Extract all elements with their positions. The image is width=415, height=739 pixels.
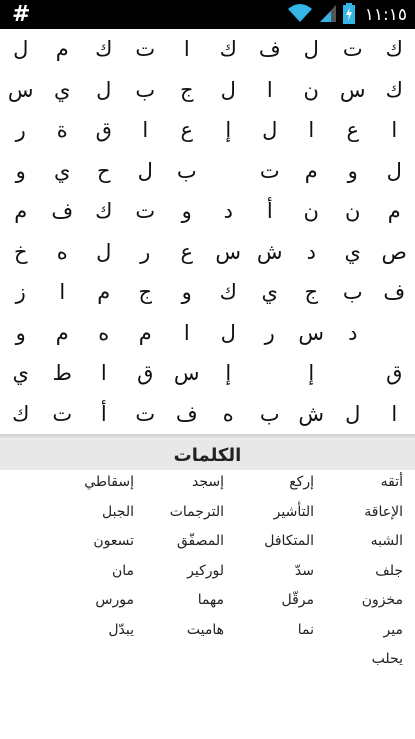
word-item: مان [111,562,134,579]
grid-cell[interactable]: ه [98,320,110,345]
word-item: مير [383,621,403,638]
word-item: التأشير [273,503,314,520]
grid-cell[interactable]: ل [220,320,236,345]
app-notification-hash: # [12,2,31,27]
grid-cell[interactable]: و [181,280,192,305]
grid-cell[interactable]: ل [137,158,153,183]
grid-cell[interactable]: ل [386,158,402,183]
grid-row [0,110,415,151]
word-item: أتقه [380,474,403,490]
word-item: إركع [289,474,314,490]
grid-cell[interactable]: ش [256,239,283,264]
grid-cell[interactable]: ب [342,280,363,305]
grid-cell[interactable]: ا [391,118,398,143]
grid-row [0,70,415,111]
word-item: الإعاقة [364,503,403,520]
grid-cell[interactable]: م [304,158,318,183]
grid-cell[interactable]: ب [176,158,197,183]
grid-cell[interactable]: د [306,239,316,264]
word-item: مخزون [361,592,403,608]
grid-cell[interactable]: و [347,158,358,183]
grid-cell[interactable]: م [97,280,111,305]
grid-cell[interactable]: ب [135,77,156,102]
grid-cell[interactable]: ك [219,280,237,305]
grid-cell[interactable]: ق [95,118,112,143]
grid-cell[interactable]: ف [175,401,198,426]
grid-cell[interactable]: ا [183,37,190,62]
word-item: مورس [95,592,134,608]
word-item: يبدّل [108,621,134,638]
grid-cell[interactable]: إ [225,118,232,143]
grid-cell[interactable]: ي [54,158,71,183]
word-item: تسعون [93,533,134,549]
word-item: سدّ [294,562,314,579]
grid-cell[interactable]: ع [346,118,360,143]
grid-cell[interactable]: د [223,199,233,224]
grid-cell[interactable]: ك [219,37,237,62]
grid-cell[interactable]: ر [264,320,275,345]
grid-cell[interactable]: ا [391,401,398,426]
grid-cell[interactable]: خ [13,239,28,264]
grid-cell[interactable]: م [55,37,69,62]
grid-cell[interactable]: ك [95,37,113,62]
grid-cell[interactable]: ف [383,280,406,305]
grid-cell[interactable]: ع [180,239,194,264]
grid-cell[interactable]: ا [266,77,273,102]
grid-cell[interactable]: ت [135,199,156,224]
grid-cell[interactable]: ت [135,37,156,62]
grid-cell[interactable]: ل [345,401,361,426]
grid-cell[interactable] [208,151,250,192]
grid-cell[interactable]: م [138,320,152,345]
grid-cell[interactable]: ج [304,280,319,305]
grid-cell[interactable]: ل [262,118,278,143]
grid-cell[interactable]: ت [52,401,73,426]
word-item: إسقاطي [84,474,134,490]
grid-cell[interactable]: ك [95,199,113,224]
grid-cell[interactable]: ه [222,401,234,426]
grid-cell[interactable]: ت [259,158,280,183]
grid-cell[interactable]: س [173,361,200,386]
grid-row [0,313,415,354]
grid-cell[interactable]: و [15,320,26,345]
grid-cell[interactable]: ر [15,118,26,143]
word-item: المتكافل [264,533,314,549]
battery-charging-icon [343,3,355,28]
word-item: يحلب [371,651,403,667]
grid-cell[interactable]: ت [135,401,156,426]
grid-cell[interactable]: س [7,77,34,102]
grid-cell[interactable]: أ [100,401,107,426]
signal-icon [319,3,337,27]
grid-cell[interactable]: ف [51,199,74,224]
grid-cell[interactable]: م [387,199,401,224]
grid-row [0,353,415,394]
word-item: الجبل [101,503,134,520]
grid-cell[interactable]: ب [259,401,280,426]
word-item: لوركير [187,562,224,579]
word-item: المصفّق [176,533,224,549]
grid-cell[interactable]: ز [15,280,26,305]
grid-cell[interactable]: ا [308,118,315,143]
grid-cell[interactable]: م [14,199,28,224]
grid-cell[interactable]: ف [258,37,281,62]
grid-cell[interactable]: م [55,320,69,345]
words-header: الكلمات [0,440,415,470]
clock: ١١:١٥ [364,5,407,25]
grid-cell[interactable]: إ [225,361,232,386]
grid-cell[interactable]: ق [386,361,403,386]
grid-cell[interactable] [332,353,374,394]
grid-cell[interactable]: ي [344,239,361,264]
grid-cell[interactable]: ح [96,158,111,183]
grid-cell[interactable]: و [15,158,26,183]
word-item: نما [297,621,314,638]
word-item: إسجد [191,474,224,490]
grid-cell[interactable]: ا [59,280,66,305]
grid-cell[interactable]: ك [12,401,30,426]
grid-cell[interactable]: س [339,77,366,102]
status-bar [0,0,415,29]
grid-cell[interactable]: ل [96,77,112,102]
grid-cell[interactable]: ش [298,401,325,426]
grid-cell[interactable]: ع [180,118,194,143]
grid-cell[interactable]: ك [385,77,403,102]
word-item: الشبه [370,533,403,549]
grid-cell[interactable]: أ [266,199,273,224]
grid-row [0,232,415,273]
grid-cell[interactable]: س [215,239,242,264]
grid-row [0,29,415,70]
grid-cell[interactable]: ي [12,361,29,386]
grid-cell[interactable]: ل [96,239,112,264]
grid-cell[interactable]: ي [54,77,71,102]
grid-cell[interactable]: ل [13,37,29,62]
grid-cell[interactable]: و [181,199,192,224]
grid-cell[interactable]: إ [308,361,315,386]
grid-cell[interactable] [374,313,415,354]
grid-cell[interactable]: س [298,320,325,345]
grid-cell[interactable]: ر [140,239,151,264]
grid-cell[interactable]: ا [100,361,107,386]
status-icons [287,4,407,26]
grid-cell[interactable]: ن [303,77,319,102]
grid-cell[interactable]: ج [138,280,153,305]
grid-cell[interactable]: ل [303,37,319,62]
grid-cell[interactable]: ق [137,361,154,386]
word-search-grid[interactable] [0,29,415,434]
grid-cell[interactable] [249,353,291,394]
grid-cell[interactable]: ط [52,361,72,386]
grid-cell[interactable]: ت [342,37,363,62]
grid-cell[interactable]: ي [261,280,278,305]
grid-row [0,272,415,313]
grid-cell[interactable]: ل [220,77,236,102]
grid-cell[interactable]: ج [179,77,194,102]
grid-row [0,191,415,232]
word-item: الترجمات [169,503,224,520]
grid-cell[interactable]: ن [303,199,319,224]
grid-cell[interactable]: د [348,320,358,345]
grid-cell[interactable]: ن [345,199,361,224]
grid-cell[interactable]: ا [183,320,190,345]
grid-row [0,394,415,435]
wifi-icon [287,3,313,27]
grid-cell[interactable]: ة [56,118,68,143]
grid-cell[interactable]: ص [381,239,407,264]
word-item: هاميت [186,621,224,638]
word-item: جلف [375,562,403,579]
grid-cell[interactable]: ه [56,239,68,264]
grid-row [0,151,415,192]
word-item: مرقّل [281,592,314,608]
word-item: مهما [197,592,224,608]
grid-cell[interactable]: ك [385,37,403,62]
grid-cell[interactable]: ا [142,118,149,143]
